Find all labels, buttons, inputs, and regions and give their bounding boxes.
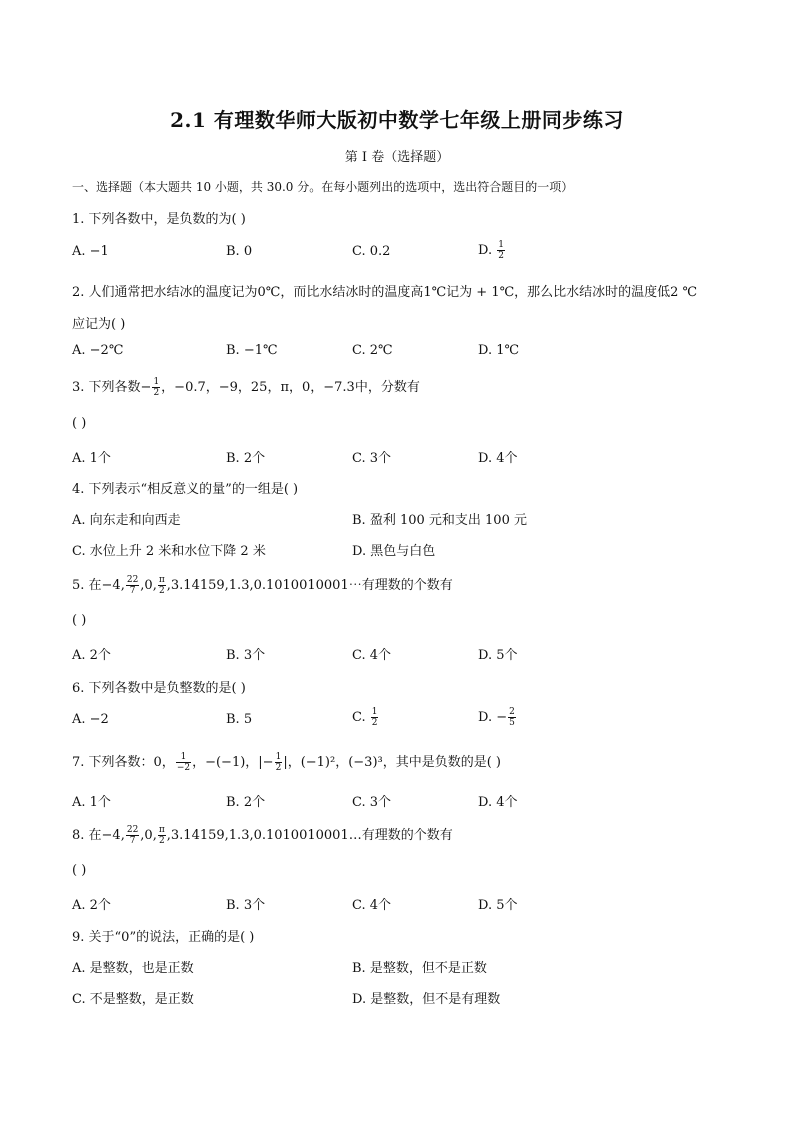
q6-option-d-fraction: $\frac{2}{5}$ — [509, 707, 515, 728]
question-5-paren: ( ) — [72, 613, 87, 628]
q8-fraction-1: $\frac{22}{7}$ — [126, 825, 139, 846]
question-6-stem: 6. 下列各数中是负整数的是( ) — [72, 681, 246, 696]
q8-stem-mid: ,0, — [140, 828, 157, 843]
q9-option-b: B. 是整数，但不是正数 — [352, 961, 487, 976]
q6-option-d — [478, 707, 517, 728]
q8-option-b: B. 3个 — [226, 898, 266, 913]
q7-fraction-1: $\frac{1}{-2}$ — [176, 752, 191, 773]
q7-stem-post: |，(−1)²，(−3)³，其中是负数的是( ) — [283, 755, 502, 770]
q3-option-d: D. 4个 — [478, 451, 518, 466]
question-3-stem — [72, 376, 420, 398]
q7-option-d: D. 4个 — [478, 795, 518, 810]
question-2-stem-line2: 应记为( ) — [72, 317, 126, 332]
q7-option-c: C. 3个 — [352, 795, 392, 810]
q5-stem-mid: ,0, — [140, 578, 157, 593]
question-1-stem: 1. 下列各数中，是负数的为( ) — [72, 212, 246, 227]
q9-option-a: A. 是整数，也是正数 — [72, 961, 194, 976]
q2-option-a: A. −2℃ — [72, 343, 124, 358]
q5-option-c: C. 4个 — [352, 648, 392, 663]
q6-option-c — [352, 707, 379, 728]
q5-stem-pre: 5. 在−4, — [72, 578, 125, 593]
q5-option-d: D. 5个 — [478, 648, 518, 663]
q8-option-d: D. 5个 — [478, 898, 518, 913]
q1-option-d-fraction: $\frac{1}{2}$ — [498, 240, 504, 261]
q6-option-b: B. 5 — [226, 712, 253, 727]
q7-fraction-2: $\frac{1}{2}$ — [275, 752, 282, 773]
q3-option-b: B. 2个 — [226, 451, 266, 466]
q6-option-d-prefix: D. − — [478, 710, 508, 725]
q4-option-a: A. 向东走和向西走 — [72, 513, 181, 528]
q7-stem-mid: ，−(−1)，|− — [192, 755, 274, 770]
q2-option-d: D. 1℃ — [478, 343, 520, 358]
q8-fraction-2: $\frac{\pi}{2}$ — [158, 825, 165, 846]
question-4-stem: 4. 下列表示“相反意义的量”的一组是( ) — [72, 482, 299, 497]
question-9-stem: 9. 关于“0”的说法，正确的是( ) — [72, 930, 255, 945]
question-5-stem — [72, 574, 453, 596]
q2-option-c: C. 2℃ — [352, 343, 393, 358]
q7-option-a: A. 1个 — [72, 795, 111, 810]
q5-fraction-1: $\frac{22}{7}$ — [126, 575, 139, 596]
page-subtitle: 第 I 卷（选择题） — [344, 150, 450, 165]
q8-stem-pre: 8. 在−4, — [72, 828, 125, 843]
q9-option-c: C. 不是整数，是正数 — [72, 992, 194, 1007]
q1-option-d-prefix: D. — [478, 243, 497, 258]
q1-option-c: C. 0.2 — [352, 244, 391, 259]
question-3-paren: ( ) — [72, 416, 87, 431]
q5-fraction-2: $\frac{\pi}{2}$ — [158, 575, 165, 596]
q2-option-b: B. −1℃ — [226, 343, 278, 358]
q7-stem-pre: 7. 下列各数：0， — [72, 755, 175, 770]
q7-option-b: B. 2个 — [226, 795, 266, 810]
q1-option-b: B. 0 — [226, 244, 253, 259]
q8-option-c: C. 4个 — [352, 898, 392, 913]
q5-option-a: A. 2个 — [72, 648, 111, 663]
question-8-paren: ( ) — [72, 863, 87, 878]
q8-stem-post: ,3.14159,1.3,0.1010010001…有理数的个数有 — [166, 828, 453, 843]
q8-option-a: A. 2个 — [72, 898, 111, 913]
q3-stem-post: ，−0.7，−9，25，π，0，−7.3中，分数有 — [161, 380, 420, 395]
q9-option-d: D. 是整数，但不是有理数 — [352, 992, 501, 1007]
q6-option-c-fraction: $\frac{1}{2}$ — [371, 707, 378, 728]
q1-option-a: A. −1 — [72, 244, 109, 259]
q5-option-b: B. 3个 — [226, 648, 266, 663]
q4-option-b: B. 盈利 100 元和支出 100 元 — [352, 513, 527, 528]
q3-fraction: $\frac{1}{2}$ — [153, 377, 160, 398]
question-2-stem-line1: 2. 人们通常把水结冰的温度记为0℃，而比水结冰时的温度高1℃记为 + 1℃，那么比水结冰时的温度低2 ℃ — [72, 285, 698, 300]
q6-option-a: A. −2 — [72, 712, 109, 727]
q6-option-c-prefix: C. — [352, 710, 370, 725]
q4-option-c: C. 水位上升 2 米和水位下降 2 米 — [72, 544, 266, 559]
q3-stem-pre: 3. 下列各数− — [72, 380, 152, 395]
q1-option-d — [478, 240, 506, 261]
q4-option-d: D. 黑色与白色 — [352, 544, 436, 559]
section-header: 一、选择题（本大题共 10 小题，共 30.0 分。在每小题列出的选项中，选出符合题目的一项） — [72, 180, 574, 194]
question-7-stem — [72, 751, 501, 773]
q3-option-a: A. 1个 — [72, 451, 111, 466]
page-title: 2.1 有理数华师大版初中数学七年级上册同步练习 — [170, 108, 624, 132]
q3-option-c: C. 3个 — [352, 451, 392, 466]
q5-stem-post: ,3.14159,1.3,0.1010010001⋯有理数的个数有 — [166, 578, 453, 593]
question-8-stem — [72, 824, 453, 846]
